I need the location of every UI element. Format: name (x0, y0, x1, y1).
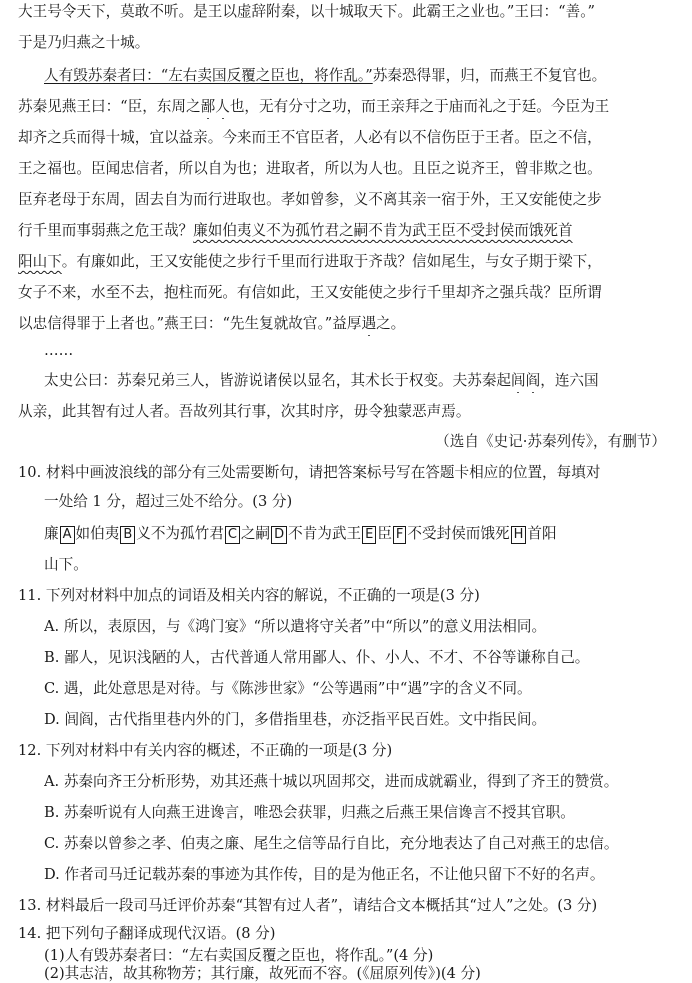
wavy-underlined-text: 阳山下 (18, 253, 62, 270)
passage-text: 行千里而事弱燕之危王哉？ (18, 222, 194, 239)
source-text: （选自《史记·苏秦列传》，有删节） (435, 433, 666, 450)
question-11 (18, 586, 666, 608)
sentence-segmentation (44, 524, 666, 546)
dotted-word: 鄙 (200, 98, 216, 115)
segment-text: 如伯夷 (75, 525, 120, 542)
passage-text: 苏秦恐得罪，归，而燕王不复官也。 (372, 67, 607, 84)
option-text: A. 所以，表原因，与《鸿门宴》“所以遣将守关者”中“所以”的意义用法相同。 (44, 618, 547, 635)
segment-text: 首阳 (527, 525, 557, 542)
passage-line (18, 33, 666, 55)
passage-text: 臣弃老母于东周，固去自为而行进取也。孝如曾参，义不离其亲一宿于外，王又安能使之步 (18, 191, 602, 208)
passage-line (18, 221, 666, 243)
break-mark-box: F (393, 526, 406, 544)
option-a (44, 617, 666, 639)
passage-text: 之。 (376, 315, 406, 332)
question-12 (18, 741, 666, 763)
question-10 (18, 463, 666, 485)
dotted-word: 闾 (511, 372, 526, 389)
segment-text: 不肯为武王 (288, 525, 362, 542)
segment-text: 山下。 (44, 556, 88, 573)
ellipsis-text: …… (44, 342, 74, 359)
passage-line (18, 252, 666, 274)
option-b (44, 803, 666, 825)
option-text: B. 鄙人，见识浅陋的人，古代普通人常用鄙人、仆、小人、不才、不谷等谦称自己。 (44, 649, 590, 666)
passage-line (44, 66, 666, 88)
option-text: D. 闾阎，古代指里巷内外的门，多借指里巷，亦泛指平民百姓。文中指民间。 (44, 711, 547, 728)
sub-question-text: (2)其志洁，故其称物芳；其行廉，故死而不容。(《屈原列传》)(4 分) (44, 965, 481, 982)
passage-text: 从亲，此其智有过人者。吾故列其行事，次其时序，毋令独蒙恶声焉。 (18, 403, 471, 420)
passage-text: 苏秦见燕王曰：“臣，东周之 (18, 98, 201, 115)
segment-text: 不受封侯而饿死 (407, 525, 510, 542)
passage-line (18, 402, 666, 424)
break-mark-box: A (60, 526, 75, 544)
option-d (44, 710, 666, 732)
question-14 (18, 924, 666, 946)
option-c (44, 679, 666, 701)
passage-text: 也，无有分寸之功，而王亲拜之于庙而礼之于廷。今臣为王 (229, 98, 610, 115)
passage-line (18, 283, 666, 305)
segment-text: 之嗣 (240, 525, 271, 542)
question-text: 10. 材料中画波浪线的部分有三处需要断句，请把答案标号写在答题卡相应的位置，每填对 (18, 464, 601, 481)
option-a (44, 772, 666, 794)
dotted-word: 人 (215, 98, 230, 115)
passage-text: 却齐之兵而得十城，宜以益亲。今来而王不官臣者，人必有以不信伤臣于王者。臣之不信， (18, 129, 602, 146)
passage-line (18, 128, 666, 150)
underlined-sentence: 人有毁苏秦者曰：“左右卖国反覆之臣也，将作乱。” (44, 67, 373, 84)
option-text: C. 遇，此处意思是对待。与《陈涉世家》“公等遇雨”中“遇”字的含义不同。 (44, 680, 532, 697)
dotted-word: 遇 (361, 315, 377, 332)
passage-line (18, 314, 666, 336)
passage-text: 太史公曰：苏秦兄弟三人，皆游说诸侯以显名，其术长于权变。夫苏秦起 (44, 372, 512, 389)
question-10 (44, 492, 666, 514)
passage-line (18, 190, 666, 212)
passage-text: 于是乃归燕之十城。 (18, 34, 150, 51)
question-text: 11. 下列对材料中加点的词语及相关内容的解说，不正确的一项是(3 分) (18, 587, 480, 604)
question-text: 12. 下列对材料中有关内容的概述，不正确的一项是(3 分) (18, 742, 393, 759)
dotted-word: 阎 (525, 372, 541, 389)
break-mark-box: D (271, 526, 287, 544)
passage-line (18, 2, 666, 24)
question-text: 13. 材料最后一段司马迁评价苏秦“其智有过人者”，请结合文本概括其“过人”之处。(3 分) (18, 897, 598, 914)
option-text: A. 苏秦向齐王分析形势，劝其还燕十城以巩固邦交，进而成就霸业，得到了齐王的赞赏。 (44, 773, 619, 790)
passage-line (18, 97, 666, 119)
option-b (44, 648, 666, 670)
question-text: 一处给 1 分，超过三处不给分。(3 分) (44, 493, 293, 510)
source-citation (18, 432, 666, 454)
passage-text: 。有廉如此，王又安能使之步行千里而行进取于齐哉？信如尾生，与女子期于梁下， (61, 253, 602, 270)
sub-question-2 (44, 964, 666, 983)
break-mark-box: B (120, 526, 135, 544)
passage-text: ，连六国 (540, 372, 599, 389)
passage-line (44, 371, 666, 393)
question-13 (18, 896, 666, 918)
option-text: D. 作者司马迁记载苏秦的事迹为其作传，目的是为他正名，不让他只留下不好的名声。 (44, 866, 605, 883)
passage-text: 王之福也。臣闻忠信者，所以自为也；进取者，所以为人也。且臣之说齐王，曾非欺之也。 (18, 160, 602, 177)
option-text: B. 苏秦听说有人向燕王进谗言，唯恐会获罪，归燕之后燕王果信谗言不授其官职。 (44, 804, 575, 821)
break-mark-box: H (511, 526, 527, 544)
segment-text: 廉 (44, 525, 59, 542)
passage-text: 以忠信得罪于上者也。”燕王曰：“先生复就故官。”益厚 (18, 315, 362, 332)
question-text: 14. 把下列句子翻译成现代汉语。(8 分) (18, 925, 276, 942)
passage-text: 大王号令天下，莫敢不听。是王以虚辞附秦，以十城取天下。此霸王之业也。”王曰：“善。” (18, 3, 595, 20)
passage-text: 女子不来，水至不去，抱柱而死。有信如此，王又安能使之步行千里却齐之强兵哉？臣所谓 (18, 284, 602, 301)
segment-text: 臣 (377, 525, 392, 542)
sub-question-text: (1)人有毁苏秦者曰：“左右卖国反覆之臣也，将作乱。”(4 分) (44, 947, 434, 964)
option-text: C. 苏秦以曾参之孝、伯夷之廉、尾生之信等品行自比，充分地表达了自己对燕王的忠信。 (44, 835, 619, 852)
break-mark-box: C (225, 526, 240, 544)
ellipsis (44, 341, 666, 363)
option-d (44, 865, 666, 887)
break-mark-box: E (362, 526, 376, 544)
option-c (44, 834, 666, 856)
passage-line (18, 159, 666, 181)
wavy-underlined-text: 廉如伯夷义不为孤竹君之嗣不肯为武王臣不受封侯而饿死首 (193, 222, 573, 239)
sentence-segmentation (44, 555, 666, 577)
segment-text: 义不为孤竹君 (136, 525, 224, 542)
